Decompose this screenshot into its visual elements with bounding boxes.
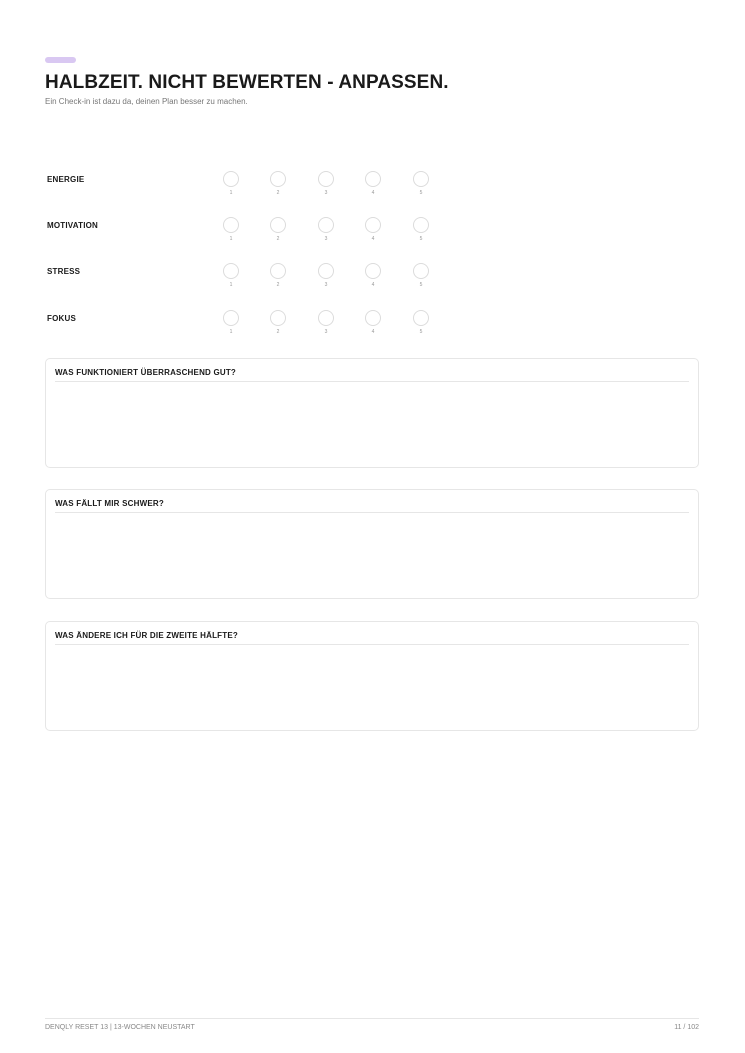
rating-option-4[interactable] bbox=[365, 171, 381, 201]
radio-circle[interactable] bbox=[318, 263, 334, 279]
rating-label: STRESS bbox=[47, 267, 81, 276]
radio-circle[interactable] bbox=[270, 217, 286, 233]
rating-row-fokus bbox=[47, 310, 467, 340]
rating-number: 1 bbox=[229, 236, 233, 242]
rating-number: 5 bbox=[419, 329, 423, 335]
note-title: WAS ÄNDERE ICH FÜR DIE ZWEITE HÄLFTE? bbox=[55, 631, 238, 640]
rating-row-stress bbox=[47, 263, 467, 293]
rating-number: 4 bbox=[371, 190, 375, 196]
page-title: HALBZEIT. NICHT BEWERTEN - ANPASSEN. bbox=[45, 72, 449, 93]
rating-row-motivation bbox=[47, 217, 467, 247]
rating-option-1[interactable] bbox=[223, 217, 239, 247]
rating-number: 5 bbox=[419, 190, 423, 196]
rating-number: 4 bbox=[371, 282, 375, 288]
note-title: WAS FÄLLT MIR SCHWER? bbox=[55, 499, 164, 508]
note-divider bbox=[55, 381, 689, 382]
rating-option-5[interactable] bbox=[413, 171, 429, 201]
radio-circle[interactable] bbox=[223, 217, 239, 233]
rating-number: 1 bbox=[229, 329, 233, 335]
accent-bar bbox=[45, 57, 76, 63]
rating-number: 3 bbox=[324, 190, 328, 196]
rating-option-2[interactable] bbox=[270, 263, 286, 293]
note-box-changes[interactable] bbox=[45, 621, 699, 731]
rating-number: 5 bbox=[419, 282, 423, 288]
rating-number: 2 bbox=[276, 236, 280, 242]
rating-label: MOTIVATION bbox=[47, 221, 99, 230]
rating-option-5[interactable] bbox=[413, 310, 429, 340]
rating-option-3[interactable] bbox=[318, 310, 334, 340]
rating-option-5[interactable] bbox=[413, 263, 429, 293]
rating-option-1[interactable] bbox=[223, 310, 239, 340]
radio-circle[interactable] bbox=[318, 217, 334, 233]
radio-circle[interactable] bbox=[365, 263, 381, 279]
radio-circle[interactable] bbox=[270, 310, 286, 326]
rating-number: 1 bbox=[229, 282, 233, 288]
radio-circle[interactable] bbox=[318, 171, 334, 187]
rating-number: 5 bbox=[419, 236, 423, 242]
radio-circle[interactable] bbox=[223, 310, 239, 326]
note-divider bbox=[55, 512, 689, 513]
rating-option-3[interactable] bbox=[318, 217, 334, 247]
rating-row-energie bbox=[47, 171, 467, 201]
rating-number: 2 bbox=[276, 329, 280, 335]
rating-option-4[interactable] bbox=[365, 310, 381, 340]
rating-option-2[interactable] bbox=[270, 217, 286, 247]
radio-circle[interactable] bbox=[270, 263, 286, 279]
page-subtitle: Ein Check-in ist dazu da, deinen Plan besser zu machen. bbox=[45, 97, 248, 106]
radio-circle[interactable] bbox=[413, 263, 429, 279]
note-divider bbox=[55, 644, 689, 645]
radio-circle[interactable] bbox=[413, 310, 429, 326]
radio-circle[interactable] bbox=[365, 217, 381, 233]
rating-number: 3 bbox=[324, 282, 328, 288]
rating-number: 1 bbox=[229, 190, 233, 196]
radio-circle[interactable] bbox=[365, 171, 381, 187]
rating-number: 3 bbox=[324, 236, 328, 242]
footer-document-title: DENQLY RESET 13 | 13-WOCHEN NEUSTART bbox=[45, 1024, 195, 1031]
rating-option-4[interactable] bbox=[365, 217, 381, 247]
rating-option-2[interactable] bbox=[270, 310, 286, 340]
rating-option-3[interactable] bbox=[318, 171, 334, 201]
radio-circle[interactable] bbox=[223, 171, 239, 187]
rating-option-5[interactable] bbox=[413, 217, 429, 247]
footer-page-number: 11 / 102 bbox=[674, 1024, 699, 1031]
rating-option-2[interactable] bbox=[270, 171, 286, 201]
radio-circle[interactable] bbox=[413, 217, 429, 233]
rating-option-4[interactable] bbox=[365, 263, 381, 293]
rating-label: ENERGIE bbox=[47, 175, 85, 184]
rating-option-1[interactable] bbox=[223, 171, 239, 201]
rating-number: 2 bbox=[276, 282, 280, 288]
radio-circle[interactable] bbox=[270, 171, 286, 187]
rating-number: 2 bbox=[276, 190, 280, 196]
note-title: WAS FUNKTIONIERT ÜBERRASCHEND GUT? bbox=[55, 368, 237, 377]
footer-divider bbox=[45, 1018, 699, 1019]
radio-circle[interactable] bbox=[365, 310, 381, 326]
rating-number: 4 bbox=[371, 329, 375, 335]
radio-circle[interactable] bbox=[223, 263, 239, 279]
rating-number: 4 bbox=[371, 236, 375, 242]
rating-option-1[interactable] bbox=[223, 263, 239, 293]
radio-circle[interactable] bbox=[413, 171, 429, 187]
rating-label: FOKUS bbox=[47, 314, 76, 323]
radio-circle[interactable] bbox=[318, 310, 334, 326]
note-box-works-well[interactable] bbox=[45, 358, 699, 468]
note-box-difficult[interactable] bbox=[45, 489, 699, 599]
rating-option-3[interactable] bbox=[318, 263, 334, 293]
rating-number: 3 bbox=[324, 329, 328, 335]
